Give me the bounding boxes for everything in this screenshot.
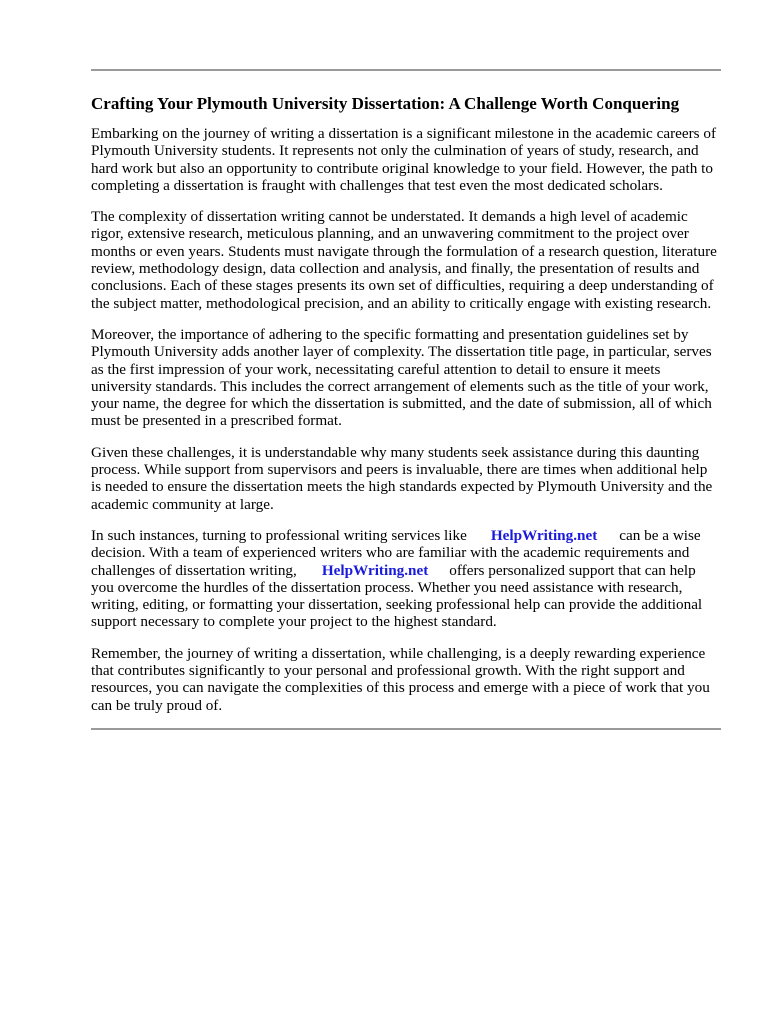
paragraph-challenges: Given these challenges, it is understandable why many students seek assistance during this daunting process. While support from supervisors and peers is invaluable, there are times when additional help is needed to ensure the dissertation meets the high standards expected by Plymouth University and the academic community at large. [91, 443, 713, 513]
services-text-part2: can be a wise decision. With a team of experienced writers who are familiar with the academic requirements and challenges of dissertation writing, [91, 526, 701, 579]
paragraph-closing: Remember, the journey of writing a dissertation, while challenging, is a deeply rewarding experience that contributes significantly to your personal and professional growth. With the right support and resources, you can navigate the complexities of this process and emerge with a piece of work that you can be truly proud of. [91, 644, 710, 714]
helpwriting-link-2[interactable]: HelpWriting.net [321, 561, 429, 579]
document-page [91, 69, 721, 730]
paragraph-services [91, 527, 721, 631]
bottom-divider [91, 728, 721, 730]
paragraph-complexity: The complexity of dissertation writing cannot be understated. It demands a high level of academic rigor, extensive research, meticulous planning, and an unwavering commitment to the project over months or even years. Students must navigate through the formulation of a research question, literature review, methodology design, data collection and analysis, and finally, the presentation of results and conclusions. Each of these stages presents its own set of difficulties, requiring a deep understanding of the subject matter, methodological precision, and an ability to critically engage with existing research. [91, 208, 717, 312]
top-divider [91, 69, 721, 71]
services-text-part1: In such instances, turning to professional writing services like [91, 526, 467, 544]
document-title: Crafting Your Plymouth University Dissertation: A Challenge Worth Conquering [91, 94, 680, 113]
services-text-part3: offers personalized support that can help you overcome the hurdles of the dissertation process. Whether you need assistance with research, writing, editing, or formatting your dissertation, seeking professional help can provide the additional support necessary to complete your project to the highest standard. [91, 561, 703, 631]
paragraph-intro: Embarking on the journey of writing a dissertation is a significant milestone in the academic careers of Plymouth University students. It represents not only the culmination of years of study, research, and hard work but also an opportunity to contribute original knowledge to your field. However, the path to completing a dissertation is fraught with challenges that test even the most dedicated scholars. [91, 125, 717, 194]
helpwriting-link-1[interactable]: HelpWriting.net [490, 526, 598, 544]
paragraph-formatting: Moreover, the importance of adhering to the specific formatting and presentation guidelines set by Plymouth University adds another layer of complexity. The dissertation title page, in particular, serves as the first impression of your work, necessitating careful attention to detail to ensure it meets university standards. This includes the correct arrangement of elements such as the title of your work, your name, the degree for which the dissertation is submitted, and the date of submission, all of which must be presented in a prescribed format. [91, 325, 712, 430]
